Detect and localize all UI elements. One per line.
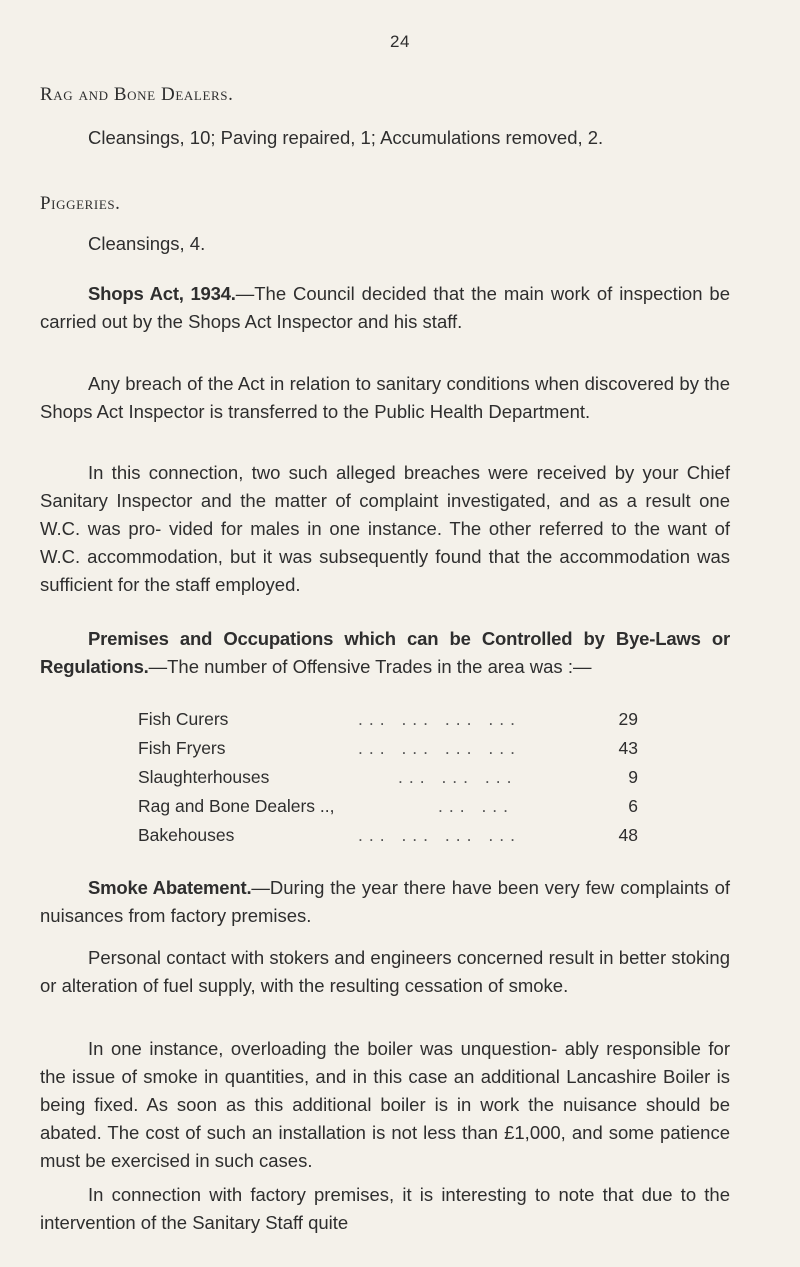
dot-leader: ... ... ... ...: [358, 825, 521, 845]
table-row: [138, 792, 638, 821]
smoke-heading: Smoke Abatement.: [88, 877, 252, 898]
rag-bone-body: Cleansings, 10; Paving repaired, 1; Accumulations removed, 2.: [88, 127, 604, 148]
trade-name: Fish Fryers: [138, 738, 226, 758]
trade-count: 48: [618, 825, 638, 845]
smoke-paragraph-2: Personal contact with stokers and engineers concerned result in better stoking or alteration of fuel supply, with the resulting cessation of smoke.: [40, 947, 730, 996]
table-row: [138, 705, 638, 734]
page-number: 24: [390, 32, 410, 51]
smoke-p1-text: —During the year there have been very few complaints of nuisances from factory premises.: [40, 877, 730, 926]
dot-leader: ... ...: [438, 796, 515, 816]
trade-count: 29: [618, 709, 638, 729]
table-row: [138, 821, 638, 850]
offensive-trades-table: [138, 705, 638, 850]
premises-paragraph: [40, 625, 730, 681]
shops-act-paragraph-3: In this connection, two such alleged breaches were received by your Chief Sanitary Inspector and the matter of complaint investigated, and as a result one W.C. was pro- vided for males in one instance. The other referred to the want of W.C. accommodation, but it was subsequently found that the accommodation was sufficient for the staff employed.: [40, 462, 730, 595]
piggeries-title: Piggeries.: [40, 193, 121, 214]
trade-name: Slaughterhouses: [138, 767, 270, 787]
trade-name: Fish Curers: [138, 709, 229, 729]
piggeries-body: Cleansings, 4.: [88, 233, 206, 254]
smoke-paragraph-4: In connection with factory premises, it is interesting to note that due to the intervention of the Sanitary Staff quite: [40, 1184, 730, 1233]
table-row: [138, 763, 638, 792]
shops-act-paragraph-2: Any breach of the Act in relation to sanitary conditions when discovered by the Shops Act Inspector is transferred to the Public Health Department.: [40, 373, 730, 422]
table-row: [138, 734, 638, 763]
dot-leader: ... ... ... ...: [358, 738, 521, 758]
shops-act-p1-text: —The Council decided that the main work of inspection be carried out by the Shops Act Inspector and his staff.: [40, 283, 731, 332]
rag-bone-title: Rag and Bone Dealers.: [40, 84, 234, 105]
dot-leader: ... ... ... ...: [358, 709, 521, 729]
premises-heading: Premises and Occupations which can be Controlled by Bye-Laws or Regulations.: [40, 628, 730, 677]
trade-count: 9: [628, 767, 638, 787]
smoke-paragraph-3: In one instance, overloading the boiler was unquestion- ably responsible for the issue of smoke in quantities, and in this case an additional Lancashire Boiler is being fixed. As soon as this additional boiler is in work the nuisance should be abated. The cost of such an installation is not less than £1,000, and some patience must be exercised in such cases.: [40, 1038, 730, 1171]
trade-name: Rag and Bone Dealers ..,: [138, 796, 335, 816]
shops-act-heading: Shops Act, 1934.: [88, 283, 236, 304]
trade-name: Bakehouses: [138, 825, 235, 845]
premises-intro-text: —The number of Offensive Trades in the area was :—: [148, 656, 592, 677]
trade-count: 43: [618, 738, 638, 758]
shops-act-paragraph-1: [40, 280, 730, 336]
smoke-paragraph-1: [40, 874, 730, 930]
dot-leader: ... ... ...: [398, 767, 518, 787]
trade-count: 6: [628, 796, 638, 816]
